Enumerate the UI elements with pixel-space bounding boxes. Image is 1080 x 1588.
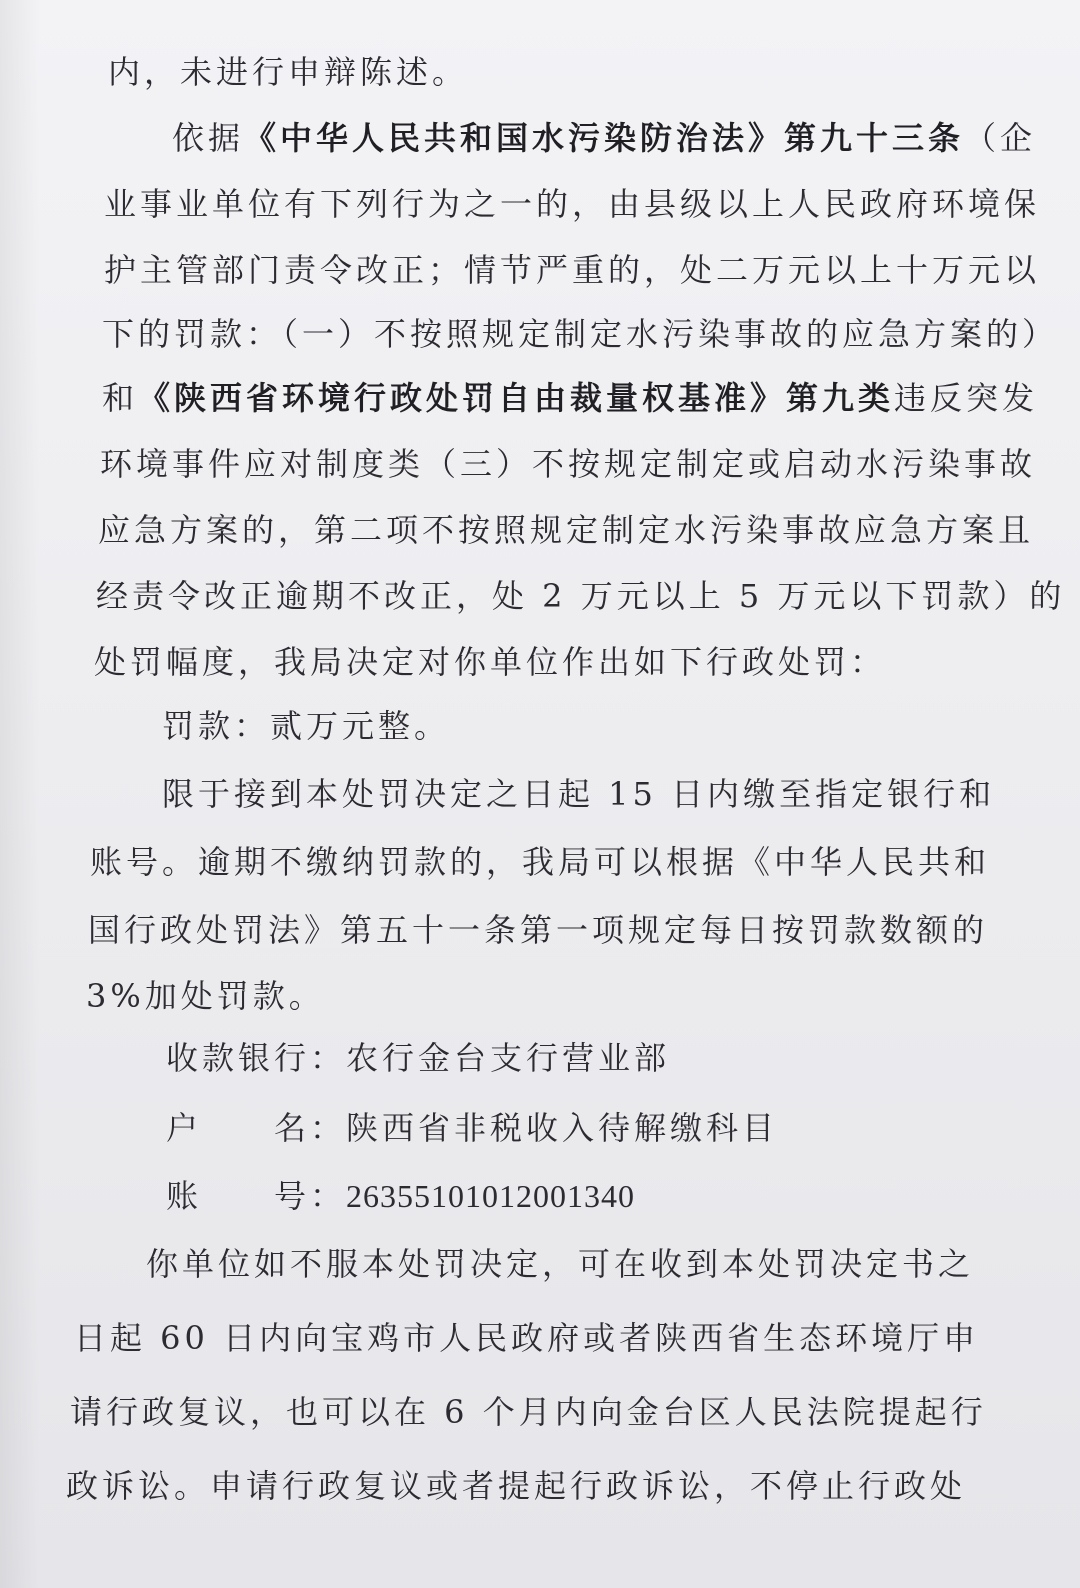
text-line-2: [172, 118, 1036, 158]
text-line-3: 业事业单位有下列行为之一的，由县级以上人民政府环境保: [104, 185, 1041, 223]
law-reference-shaanxi-standard: 《陕西省环境行政处罚自由裁量权基准》第九类: [138, 379, 895, 417]
payment-bank-value: 农行金台支行营业部: [346, 1039, 671, 1077]
text-line-21: 请行政复议，也可以在 6 个月内向金台区人民法院提起行: [70, 1393, 987, 1431]
text-line-22: 政诉讼。申请行政复议或者提起行政诉讼，不停止行政处: [66, 1467, 967, 1505]
text-line-12: 限于接到本处罚决定之日起 15 日内缴至指定银行和: [162, 775, 996, 813]
text-line-5: 下的罚款：（一）不按照规定制定水污染事故的应急方案的）: [102, 315, 1059, 353]
payment-name-label: 户 名：: [166, 1109, 347, 1147]
text-plain: 依据: [172, 119, 245, 157]
text-plain: （企: [964, 119, 1037, 157]
payment-account-label: 账 号：: [166, 1177, 347, 1215]
text-line-6: [102, 378, 1038, 418]
penalty-amount: 罚款：贰万元整。: [162, 707, 451, 745]
text-line-13: 账号。逾期不缴纳罚款的，我局可以根据《中华人民共和: [90, 843, 991, 881]
payment-account-row: [166, 1176, 635, 1216]
payment-bank-row: [166, 1038, 670, 1078]
text-plain: 和: [102, 379, 139, 417]
payment-account-value: 26355101012001340: [346, 1178, 636, 1214]
law-reference-water-pollution: 《中华人民共和国水污染防治法》第九十三条: [244, 119, 965, 157]
text-line-15: 3%加处罚款。: [86, 977, 325, 1015]
page-edge-shadow: [0, 0, 40, 1588]
payment-name-value: 陕西省非税收入待解缴科目: [346, 1109, 779, 1147]
text-line-8: 应急方案的，第二项不按照规定制定水污染事故应急方案且: [98, 511, 1035, 549]
text-line-10: 处罚幅度，我局决定对你单位作出如下行政处罚：: [94, 643, 887, 681]
text-plain: 违反突发: [894, 379, 1039, 417]
text-line-14: 国行政处罚法》第五十一条第一项规定每日按罚款数额的: [88, 911, 989, 949]
text-line-19: 你单位如不服本处罚决定，可在收到本处罚决定书之: [146, 1245, 975, 1283]
text-line-4: 护主管部门责令改正；情节严重的，处二万元以上十万元以: [104, 251, 1041, 289]
payment-bank-label: 收款银行：: [166, 1039, 347, 1077]
text-line-7: 环境事件应对制度类（三）不按规定制定或启动水污染事故: [100, 445, 1037, 483]
text-line-20: 日起 60 日内向宝鸡市人民政府或者陕西省生态环境厅申: [74, 1319, 980, 1357]
text-line-9: 经责令改正逾期不改正，处 2 万元以上 5 万元以下罚款）的: [96, 577, 1066, 615]
text-line-1: 内，未进行申辩陈述。: [108, 53, 469, 91]
payment-name-row: [166, 1108, 778, 1148]
